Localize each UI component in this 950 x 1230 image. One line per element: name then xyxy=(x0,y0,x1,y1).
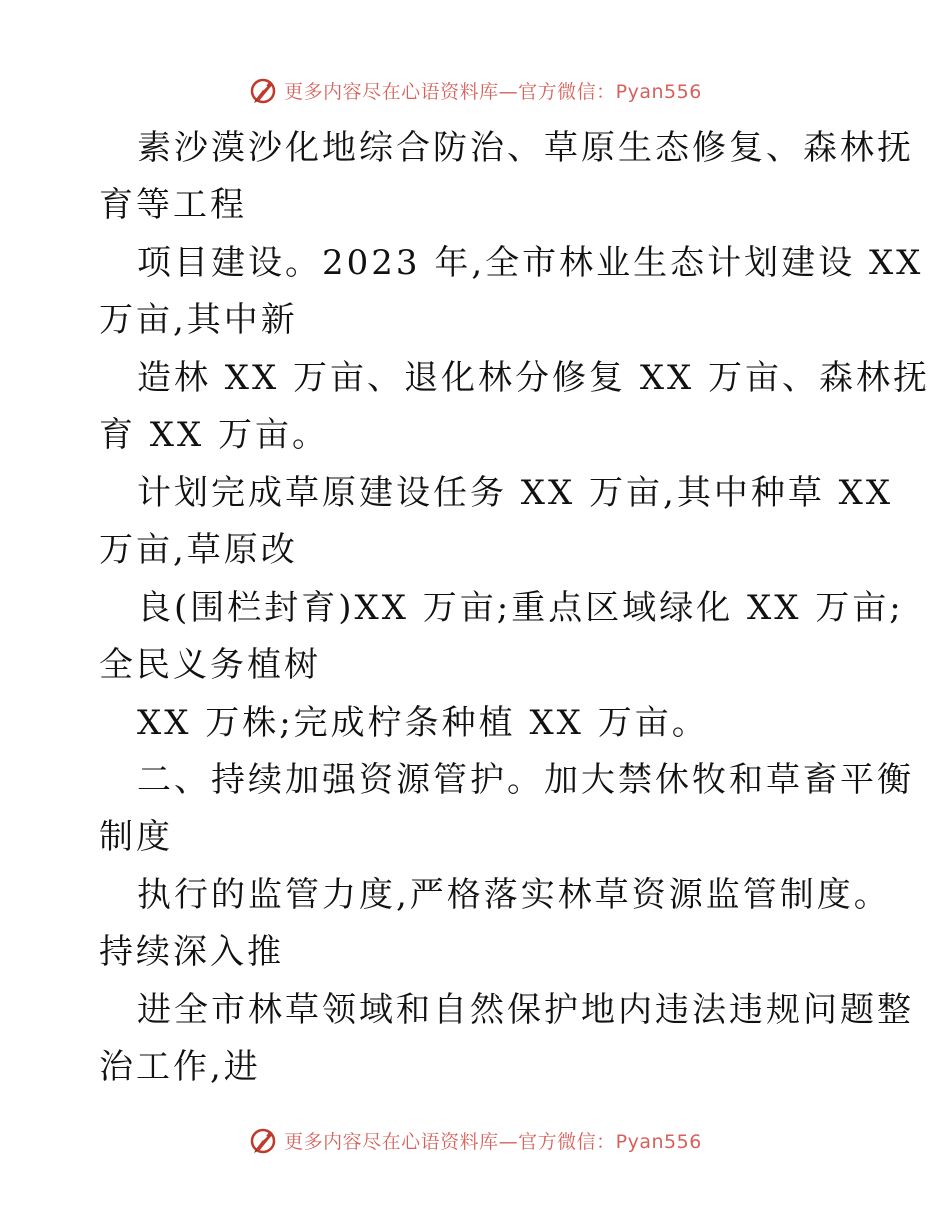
footer-watermark xyxy=(0,1123,950,1157)
body-line: 制度 xyxy=(99,817,173,857)
body-line: 进全市林草领域和自然保护地内违法违规问题整 xyxy=(137,990,914,1030)
body-line: 良(围栏封育)XX 万亩;重点区域绿化 XX 万亩; xyxy=(137,588,904,628)
body-line: 万亩,草原改 xyxy=(99,530,298,570)
body-line: 万亩,其中新 xyxy=(99,300,298,340)
body-line: 持续深入推 xyxy=(99,932,284,972)
body-line: 育等工程 xyxy=(99,185,247,225)
body-line: 造林 XX 万亩、退化林分修复 XX 万亩、森林抚 xyxy=(137,358,931,398)
body-line: 计划完成草原建设任务 XX 万亩,其中种草 XX xyxy=(137,473,894,513)
body-line: 素沙漠沙化地综合防治、草原生态修复、森林抚 xyxy=(137,128,914,168)
body-line: 治工作,进 xyxy=(99,1047,261,1087)
body-line: 二、持续加强资源管护。加大禁休牧和草畜平衡 xyxy=(137,760,914,800)
quill-pen-circle-logo-icon xyxy=(248,1125,278,1155)
body-line: 执行的监管力度,严格落实林草资源监管制度。 xyxy=(137,875,891,915)
header-watermark-text: 更多内容尽在心语资料库—官方微信：Pyan556 xyxy=(284,80,702,103)
footer-watermark-text: 更多内容尽在心语资料库—官方微信：Pyan556 xyxy=(284,1130,702,1153)
body-line: 育 XX 万亩。 xyxy=(99,415,330,455)
body-line: XX 万株;完成柠条种植 XX 万亩。 xyxy=(137,703,709,743)
body-line: 项目建设。2023 年,全市林业生态计划建设 XX xyxy=(137,243,924,283)
body-line: 全民义务植树 xyxy=(99,645,321,685)
